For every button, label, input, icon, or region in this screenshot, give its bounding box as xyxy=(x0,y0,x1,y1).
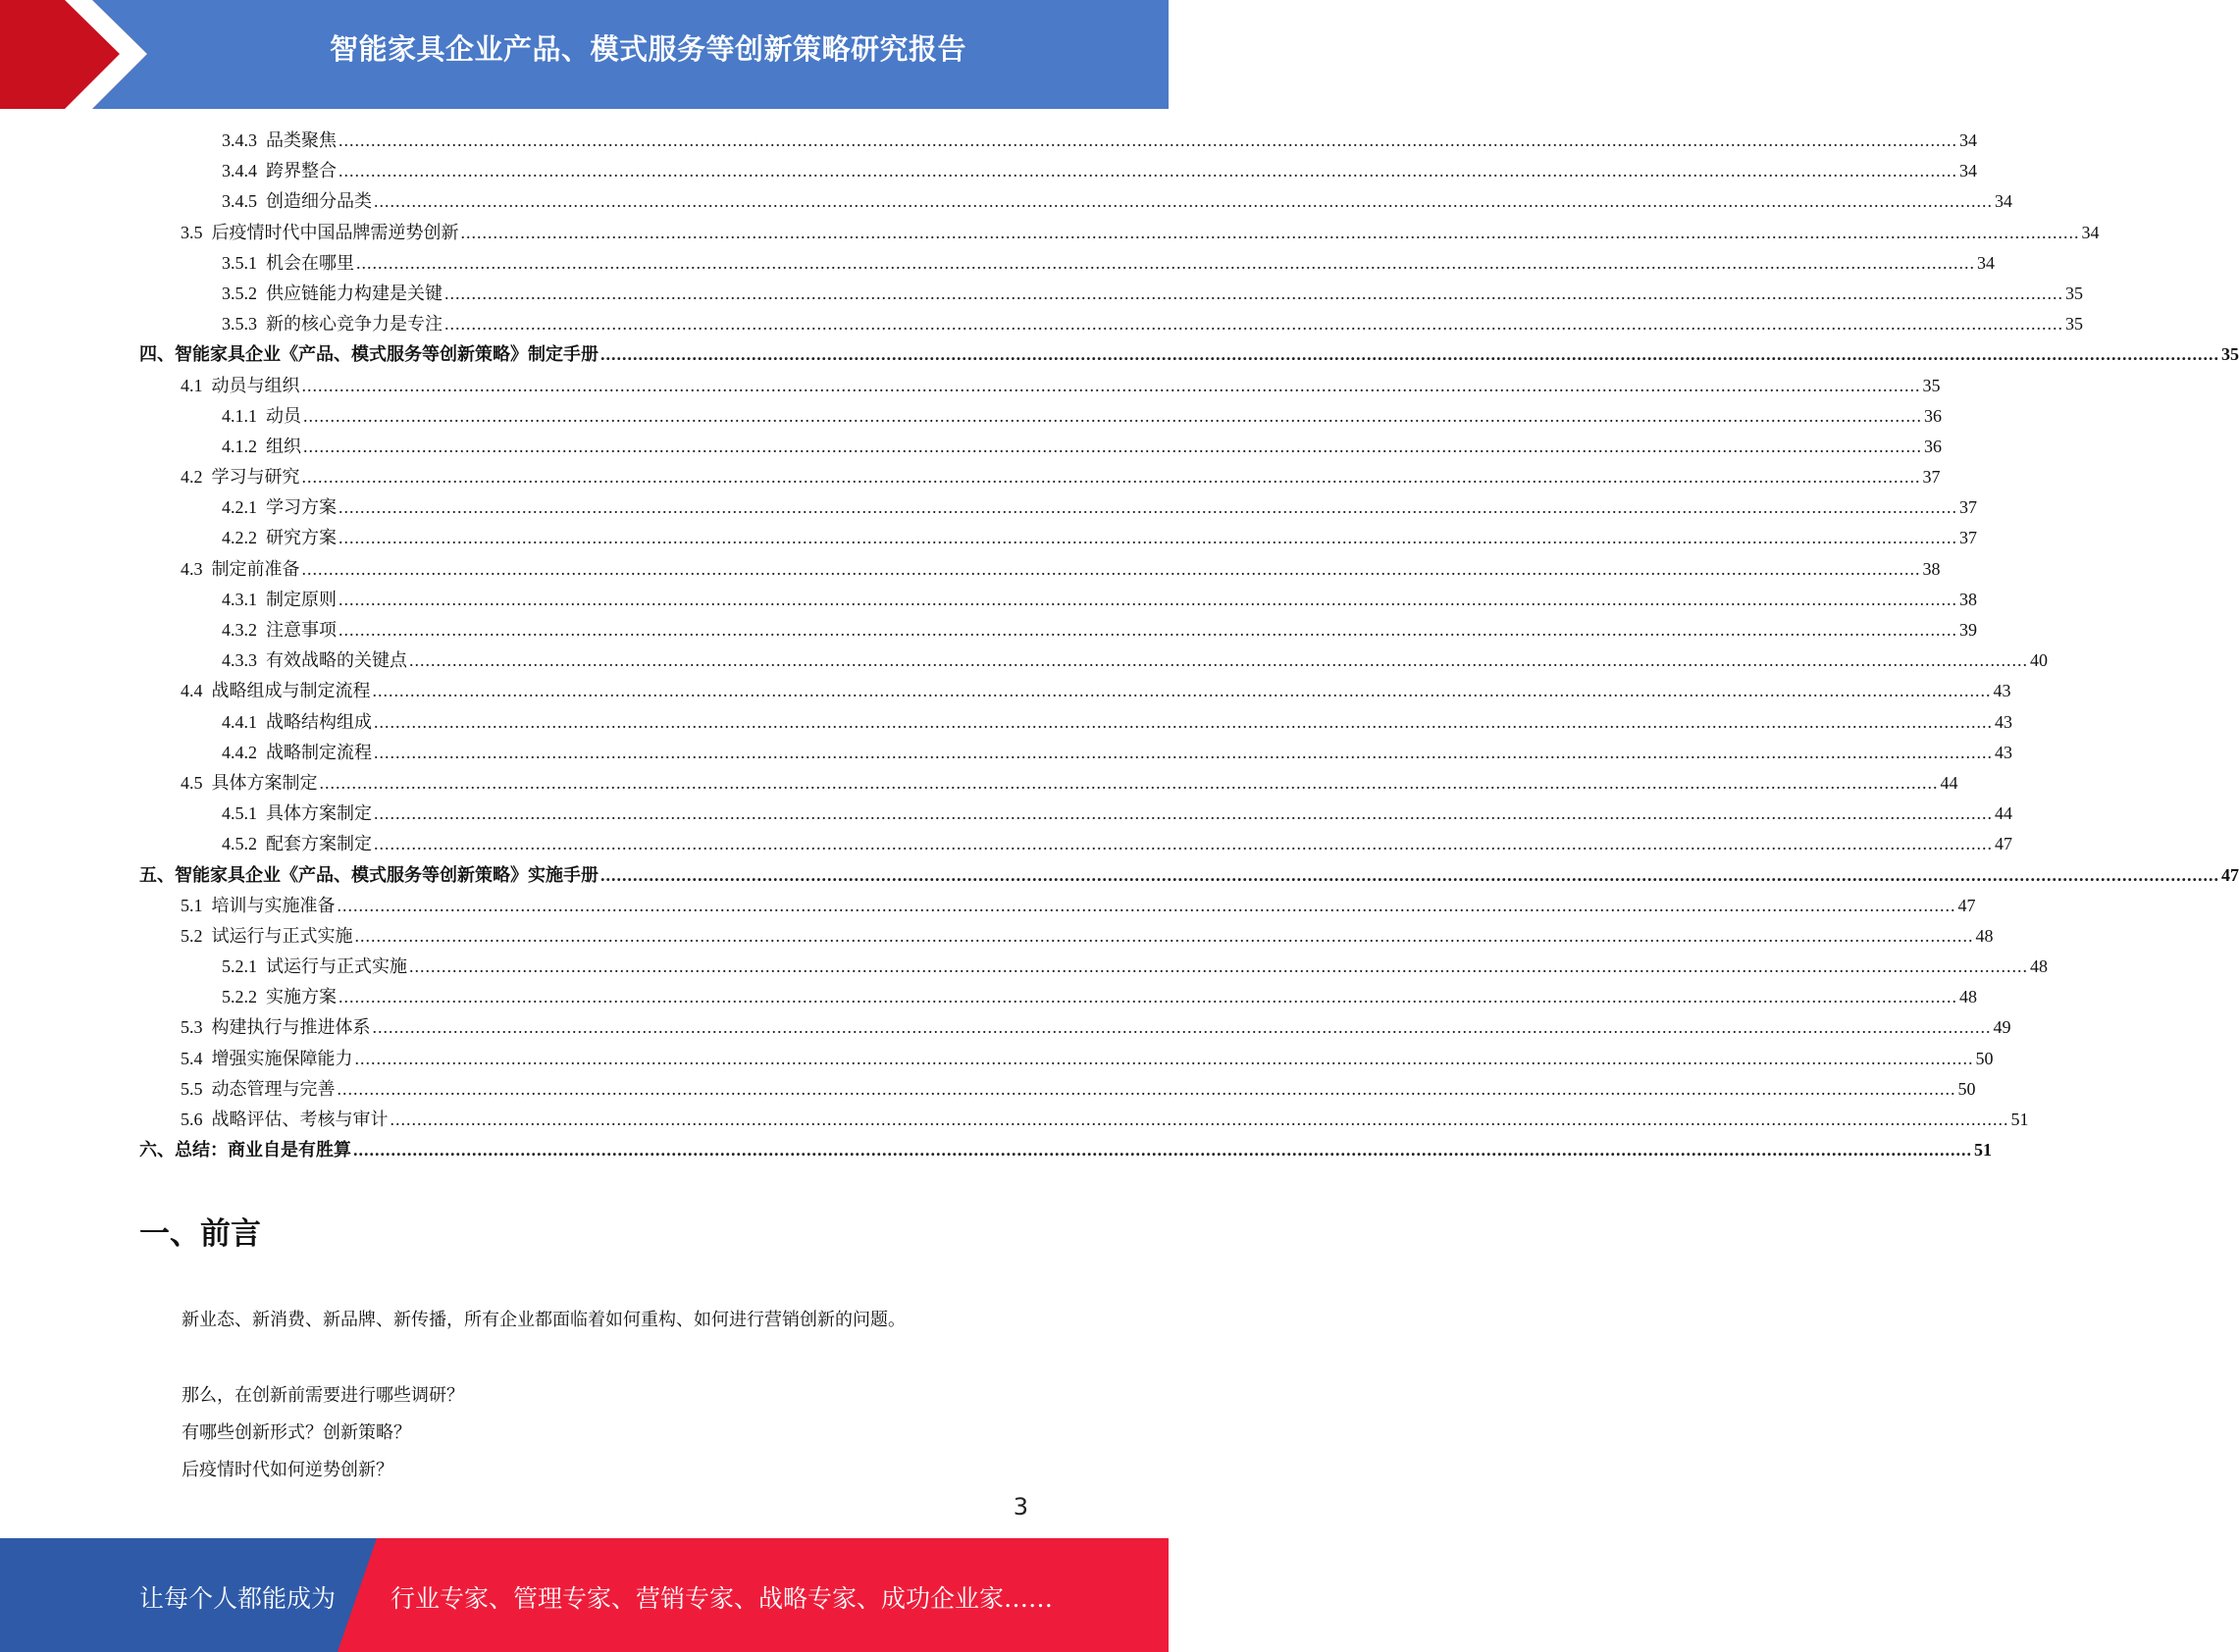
toc-entry-page: 37 xyxy=(1922,467,1941,488)
toc-leader-dots: ............................................................................................................................................................................................................................................................................................................ xyxy=(460,222,2080,242)
toc-entry-title: 组织 xyxy=(266,436,301,457)
footer-slogan-right: 行业专家、管理专家、营销专家、战略专家、成功企业家…… xyxy=(391,1584,1054,1613)
toc-entry[interactable] xyxy=(139,371,1941,401)
paragraph: 有哪些创新形式？创新策略？ xyxy=(182,1422,411,1443)
toc-entry-page: 38 xyxy=(1959,589,1977,609)
toc-entry[interactable] xyxy=(139,1105,2029,1135)
toc-entry[interactable] xyxy=(139,982,1977,1012)
toc-entry[interactable] xyxy=(139,554,1941,585)
toc-entry-number: 3.4.3 xyxy=(222,130,257,150)
toc-entry-page: 47 xyxy=(2221,864,2239,885)
toc-entry-page: 48 xyxy=(2030,956,2048,977)
toc-entry-title: 机会在哪里 xyxy=(266,252,354,274)
toc-entry-number: 4.1.1 xyxy=(222,405,257,426)
toc-leader-dots: ............................................................................................................................................................................................................................................................................................................ xyxy=(338,987,1957,1007)
toc-entry-title: 战略评估、考核与审计 xyxy=(211,1110,389,1130)
toc-entry-page: 38 xyxy=(1922,558,1941,579)
toc-entry-title: 总结：商业自是有胜算 xyxy=(175,1140,351,1162)
toc-leader-dots: ............................................................................................................................................................................................................................................................................................................ xyxy=(374,711,1993,732)
toc-entry-title: 新的核心竞争力是专注 xyxy=(266,314,443,336)
toc-leader-dots: ............................................................................................................................................................................................................................................................................................................ xyxy=(409,650,2028,671)
toc-leader-dots: ............................................................................................................................................................................................................................................................................................................ xyxy=(338,161,1957,181)
toc-entry-page: 43 xyxy=(1995,742,2012,762)
toc-entry-page: 35 xyxy=(2065,283,2083,303)
toc-entry-number: 3.4.4 xyxy=(222,161,257,181)
toc-entry-title: 品类聚焦 xyxy=(266,130,337,151)
toc-entry[interactable] xyxy=(139,738,2012,768)
toc-entry-number: 4.2.1 xyxy=(222,497,257,518)
toc-entry-number: 5.3 xyxy=(181,1017,203,1038)
toc-entry[interactable] xyxy=(139,248,1995,279)
toc-entry-title: 学习方案 xyxy=(266,497,337,519)
toc-leader-dots: ............................................................................................................................................................................................................................................................................................................ xyxy=(301,558,1921,579)
paragraph: 新业态、新消费、新品牌、新传播，所有企业都面临着如何重构、如何进行营销创新的问题。 xyxy=(182,1310,906,1330)
toc-entry[interactable] xyxy=(139,860,2239,891)
toc-entry-number: 4.3.2 xyxy=(222,620,257,640)
toc-entry-number: 4.2 xyxy=(181,467,203,488)
toc-leader-dots: ............................................................................................................................................................................................................................................................................................................ xyxy=(600,344,2219,365)
toc-entry[interactable] xyxy=(139,279,2083,309)
toc-entry-page: 44 xyxy=(1940,772,1958,793)
toc-entry-page: 51 xyxy=(2010,1110,2029,1129)
toc-entry-number: 5.4 xyxy=(181,1048,203,1068)
toc-entry-number: 4.5.2 xyxy=(222,834,257,854)
toc-entry-page: 37 xyxy=(1959,497,1977,518)
toc-entry-number: 4.5 xyxy=(181,772,203,793)
toc-leader-dots: ............................................................................................................................................................................................................................................................................................................ xyxy=(372,681,1992,701)
toc-entry-title: 制定原则 xyxy=(266,589,337,610)
toc-entry[interactable] xyxy=(139,218,2100,248)
toc-leader-dots: ............................................................................................................................................................................................................................................................................................................ xyxy=(390,1110,2009,1129)
toc-entry-number: 4.4.2 xyxy=(222,742,257,762)
toc-leader-dots: ............................................................................................................................................................................................................................................................................................................ xyxy=(303,405,1922,426)
toc-entry-title: 具体方案制定 xyxy=(266,803,372,825)
toc-entry[interactable] xyxy=(139,891,1976,921)
toc-entry[interactable] xyxy=(139,432,1942,462)
toc-entry[interactable] xyxy=(139,645,2048,676)
toc-entry[interactable] xyxy=(139,186,2012,217)
toc-entry-number: 4.4 xyxy=(181,681,203,701)
toc-entry-page: 44 xyxy=(1995,803,2012,824)
toc-leader-dots: ............................................................................................................................................................................................................................................................................................................ xyxy=(338,620,1957,640)
toc-entry-title: 研究方案 xyxy=(266,528,337,549)
toc-entry-page: 39 xyxy=(1959,620,1977,640)
toc-entry-page: 35 xyxy=(1922,375,1941,395)
toc-leader-dots: ............................................................................................................................................................................................................................................................................................................ xyxy=(301,467,1921,488)
toc-leader-dots: ............................................................................................................................................................................................................................................................................................................ xyxy=(303,436,1922,456)
toc-entry-title: 跨界整合 xyxy=(266,161,337,182)
toc-entry[interactable] xyxy=(139,156,1977,186)
toc-entry-title: 战略制定流程 xyxy=(266,742,372,763)
toc-entry-page: 34 xyxy=(2081,222,2100,242)
toc-entry[interactable] xyxy=(139,339,2239,370)
toc-entry[interactable] xyxy=(139,1074,1976,1105)
toc-entry-title: 创造细分品类 xyxy=(266,191,372,213)
toc-entry-page: 36 xyxy=(1924,436,1942,456)
toc-leader-dots: ............................................................................................................................................................................................................................................................................................................ xyxy=(600,864,2219,885)
toc-leader-dots: ............................................................................................................................................................................................................................................................................................................ xyxy=(374,834,1993,854)
toc-leader-dots: ............................................................................................................................................................................................................................................................................................................ xyxy=(338,528,1957,548)
toc-entry[interactable] xyxy=(139,952,2048,982)
toc-entry-page: 47 xyxy=(1995,834,2012,854)
toc-entry-number: 4.3.3 xyxy=(222,650,257,671)
toc-entry-number: 5.2.1 xyxy=(222,956,257,977)
toc-entry-page: 40 xyxy=(2030,650,2048,671)
toc-entry[interactable] xyxy=(139,462,1941,492)
toc-entry-title: 动员 xyxy=(266,405,301,427)
toc-entry[interactable] xyxy=(139,921,1994,952)
toc-entry[interactable] xyxy=(139,707,2012,738)
toc-entry-page: 35 xyxy=(2065,314,2083,335)
toc-entry-title: 学习与研究 xyxy=(211,467,300,489)
toc-leader-dots: ............................................................................................................................................................................................................................................................................................................ xyxy=(374,742,1993,762)
toc-entry-title: 配套方案制定 xyxy=(266,834,372,855)
toc-entry-page: 35 xyxy=(2221,344,2239,365)
toc-entry[interactable] xyxy=(139,676,2011,706)
toc-leader-dots: ............................................................................................................................................................................................................................................................................................................ xyxy=(338,130,1957,150)
toc-leader-dots: ............................................................................................................................................................................................................................................................................................................ xyxy=(444,314,2063,335)
toc-leader-dots: ............................................................................................................................................................................................................................................................................................................ xyxy=(338,589,1957,609)
toc-leader-dots: ............................................................................................................................................................................................................................................................................................................ xyxy=(337,895,1956,915)
toc-entry-title: 培训与实施准备 xyxy=(211,895,336,916)
toc-entry[interactable] xyxy=(139,401,1942,432)
toc-entry-number: 四、 xyxy=(139,344,175,365)
toc-entry-number: 4.4.1 xyxy=(222,711,257,732)
page-number: 3 xyxy=(1013,1493,1028,1521)
toc-entry-title: 试运行与正式实施 xyxy=(211,925,353,947)
toc-entry-number: 5.6 xyxy=(181,1110,203,1129)
toc-entry-page: 50 xyxy=(1975,1048,1994,1068)
toc-entry-number: 3.5.3 xyxy=(222,314,257,335)
toc-entry-page: 48 xyxy=(1959,987,1977,1007)
toc-leader-dots: ............................................................................................................................................................................................................................................................................................................ xyxy=(374,803,1993,824)
toc-leader-dots: ............................................................................................................................................................................................................................................................................................................ xyxy=(301,375,1921,395)
toc-entry-page: 43 xyxy=(1995,711,2012,732)
toc-entry[interactable] xyxy=(139,768,1958,799)
toc-entry[interactable] xyxy=(139,829,2012,859)
header-title: 智能家具企业产品、模式服务等创新策略研究报告 xyxy=(329,32,966,66)
toc-entry-page: 34 xyxy=(1977,252,1995,273)
toc-entry-title: 制定前准备 xyxy=(211,558,300,580)
toc-entry-page: 37 xyxy=(1959,528,1977,548)
toc-entry[interactable] xyxy=(139,1044,1994,1074)
toc-entry[interactable] xyxy=(139,523,1977,553)
toc-entry-title: 供应链能力构建是关键 xyxy=(266,283,443,304)
toc-entry-number: 3.5.2 xyxy=(222,283,257,303)
paragraph: 后疫情时代如何逆势创新？ xyxy=(182,1460,393,1480)
toc-leader-dots: ............................................................................................................................................................................................................................................................................................................ xyxy=(356,252,1975,273)
toc-entry-number: 3.5.1 xyxy=(222,252,257,273)
toc-entry-page: 51 xyxy=(1974,1140,1992,1161)
toc-leader-dots: ............................................................................................................................................................................................................................................................................................................ xyxy=(319,772,1939,793)
toc-entry[interactable] xyxy=(139,309,2083,339)
toc-leader-dots: ............................................................................................................................................................................................................................................................................................................ xyxy=(354,925,1974,946)
toc-entry-number: 5.2.2 xyxy=(222,987,257,1007)
toc-entry[interactable] xyxy=(139,1135,1992,1165)
toc-entry-number: 4.3 xyxy=(181,558,203,579)
toc-entry-page: 49 xyxy=(1993,1017,2011,1038)
toc-entry-title: 智能家具企业《产品、模式服务等创新策略》制定手册 xyxy=(175,344,599,366)
toc-entry-number: 5.2 xyxy=(181,925,203,946)
toc-leader-dots: ............................................................................................................................................................................................................................................................................................................ xyxy=(353,1140,1972,1161)
toc-entry[interactable] xyxy=(139,1012,2011,1043)
toc-entry-title: 实施方案 xyxy=(266,987,337,1008)
toc-leader-dots: ............................................................................................................................................................................................................................................................................................................ xyxy=(444,283,2063,303)
toc-entry-title: 后疫情时代中国品牌需逆势创新 xyxy=(211,222,459,243)
toc-entry-number: 4.1.2 xyxy=(222,436,257,456)
toc-leader-dots: ............................................................................................................................................................................................................................................................................................................ xyxy=(372,1017,1992,1038)
table-of-contents xyxy=(139,126,2239,1165)
toc-entry-page: 34 xyxy=(1959,161,1977,181)
toc-entry-title: 动员与组织 xyxy=(211,375,300,396)
toc-entry-title: 增强实施保障能力 xyxy=(211,1048,353,1069)
toc-leader-dots: ............................................................................................................................................................................................................................................................................................................ xyxy=(338,497,1957,518)
toc-entry-title: 构建执行与推进体系 xyxy=(211,1017,371,1039)
toc-entry-number: 5.1 xyxy=(181,895,203,915)
toc-entry[interactable] xyxy=(139,615,1977,645)
toc-entry-number: 4.5.1 xyxy=(222,803,257,824)
toc-leader-dots: ............................................................................................................................................................................................................................................................................................................ xyxy=(374,191,1993,212)
toc-entry[interactable] xyxy=(139,799,2012,829)
toc-entry-page: 34 xyxy=(1995,191,2012,212)
toc-entry-number: 4.2.2 xyxy=(222,528,257,548)
toc-entry-page: 34 xyxy=(1959,130,1977,150)
toc-leader-dots: ............................................................................................................................................................................................................................................................................................................ xyxy=(354,1048,1974,1068)
toc-entry-title: 试运行与正式实施 xyxy=(266,956,407,978)
toc-entry[interactable] xyxy=(139,492,1977,523)
toc-entry-page: 43 xyxy=(1993,681,2011,701)
toc-entry-title: 战略组成与制定流程 xyxy=(211,681,371,702)
footer-slogan-left: 让每个人都能成为 xyxy=(139,1584,337,1613)
toc-entry-number: 3.5 xyxy=(181,222,203,242)
toc-entry-page: 36 xyxy=(1924,405,1942,426)
toc-entry-title: 注意事项 xyxy=(266,620,337,641)
toc-entry-page: 48 xyxy=(1975,925,1994,946)
page-header xyxy=(0,0,1169,109)
toc-entry-number: 5.5 xyxy=(181,1078,203,1099)
toc-entry-number: 3.4.5 xyxy=(222,191,257,212)
section-title: 一、前言 xyxy=(139,1216,261,1252)
toc-entry-number: 五、 xyxy=(139,864,175,885)
toc-leader-dots: ............................................................................................................................................................................................................................................................................................................ xyxy=(409,956,2028,977)
toc-entry-title: 有效战略的关键点 xyxy=(266,650,407,672)
toc-entry-page: 47 xyxy=(1957,895,1976,915)
toc-entry-number: 4.3.1 xyxy=(222,589,257,609)
paragraph: 那么，在创新前需要进行哪些调研？ xyxy=(182,1385,464,1406)
page-footer xyxy=(0,1538,1169,1652)
toc-entry-number: 六、 xyxy=(139,1140,175,1161)
toc-entry-number: 4.1 xyxy=(181,375,203,395)
toc-entry-title: 动态管理与完善 xyxy=(211,1078,336,1100)
toc-entry-title: 战略结构组成 xyxy=(266,711,372,733)
toc-entry[interactable] xyxy=(139,585,1977,615)
toc-leader-dots: ............................................................................................................................................................................................................................................................................................................ xyxy=(337,1078,1956,1099)
toc-entry-title: 具体方案制定 xyxy=(211,772,318,794)
toc-entry-title: 智能家具企业《产品、模式服务等创新策略》实施手册 xyxy=(175,864,599,886)
toc-entry[interactable] xyxy=(139,126,1977,156)
toc-entry-page: 50 xyxy=(1957,1078,1976,1099)
